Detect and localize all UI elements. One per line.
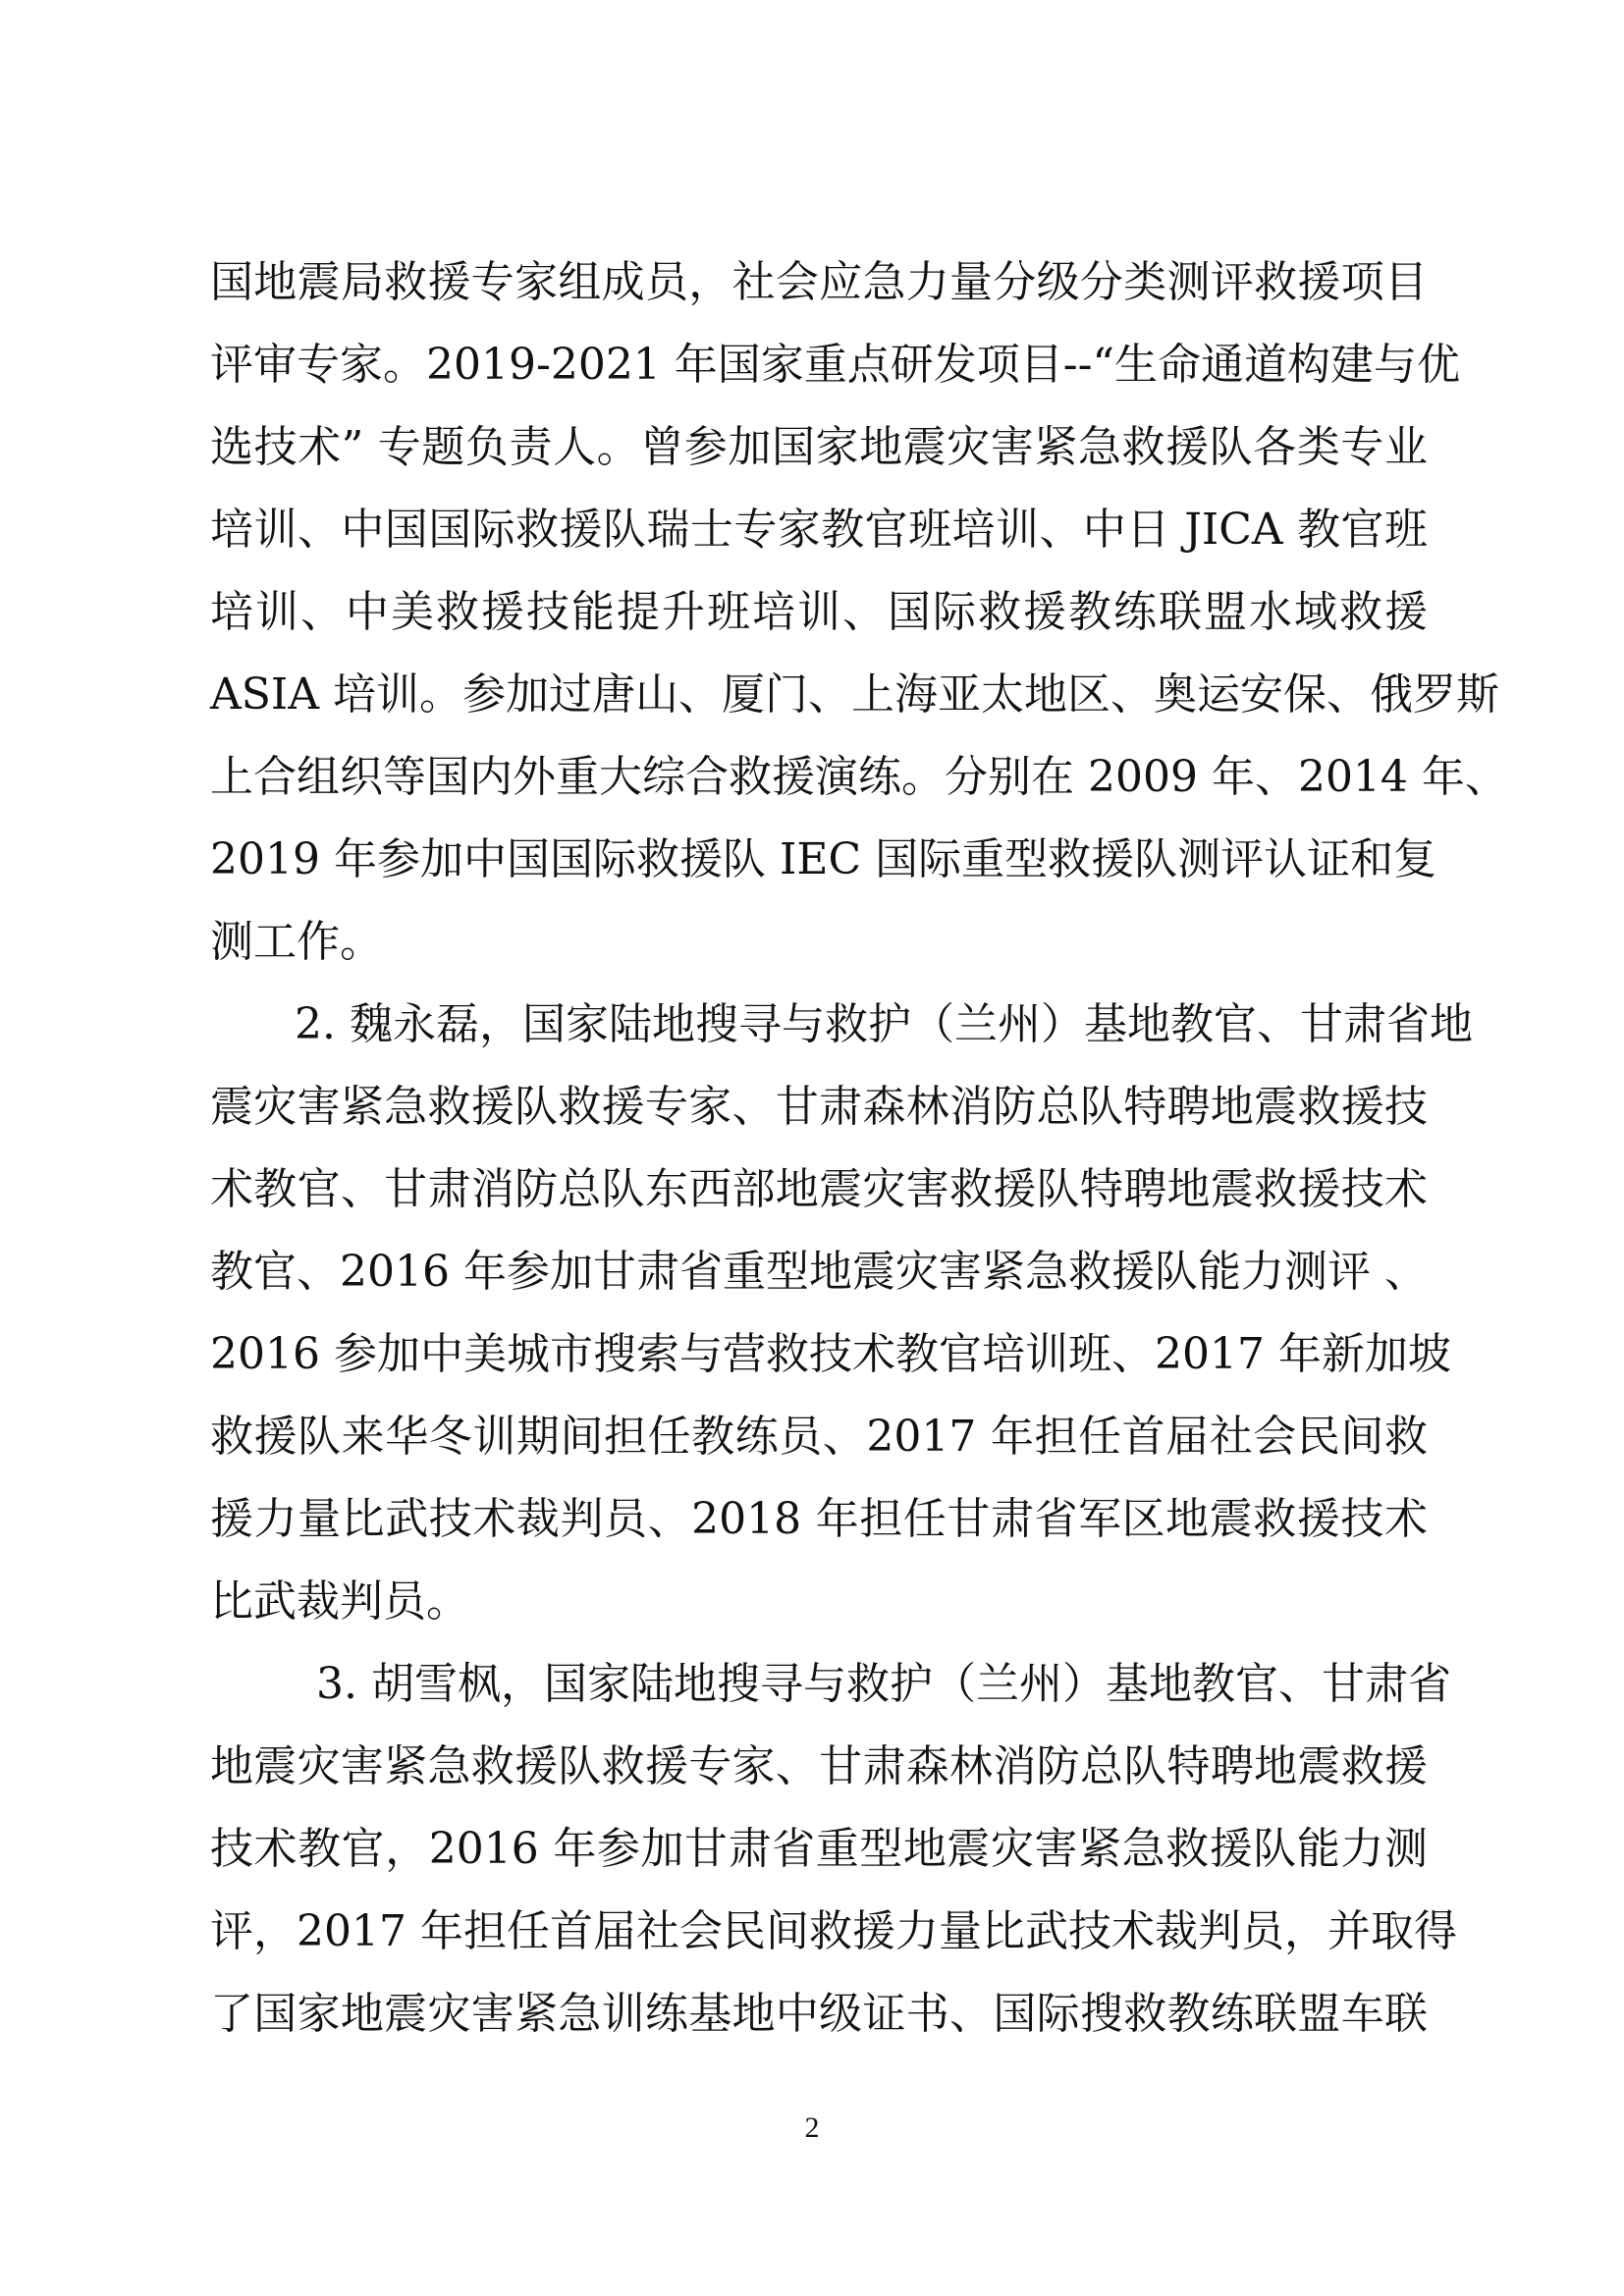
paragraph-3-line-1: 3. 胡雪枫，国家陆地搜寻与救护（兰州）基地教官、甘肃省 [316,1659,1451,1709]
paragraph-2-line-8: 比武裁判员。 [210,1576,469,1627]
paragraph-2-line-4: 教官、2016 年参加甘肃省重型地震灾害紧急救援队能力测评 、 [210,1247,1428,1297]
paragraph-2-line-3: 术教官、甘肃消防总队东西部地震灾害救援队特聘地震救援技术 [210,1164,1428,1214]
paragraph-1-line-6: ASIA 培训。参加过唐山、厦门、上海亚太地区、奥运安保、俄罗斯 [210,669,1500,720]
paragraph-1-line-2: 评审专家。2019-2021 年国家重点研发项目--“生命通道构建与优 [210,340,1461,390]
paragraph-1-line-1: 国地震局救援专家组成员，社会应急力量分级分类测评救援项目 [210,257,1428,307]
paragraph-2-line-7: 援力量比武技术裁判员、2018 年担任甘肃省军区地震救援技术 [210,1494,1428,1544]
paragraph-1-line-8: 2019 年参加中国国际救援队 IEC 国际重型救援队测评认证和复 [210,834,1437,884]
paragraph-3-line-2: 地震灾害紧急救援队救援专家、甘肃森林消防总队特聘地震救援 [210,1741,1428,1791]
paragraph-2-line-6: 救援队来华冬训期间担任教练员、2017 年担任首届社会民间救 [210,1412,1428,1462]
paragraph-2-line-2: 震灾害紧急救援队救援专家、甘肃森林消防总队特聘地震救援技 [210,1082,1428,1132]
paragraph-2-line-5: 2016 参加中美城市搜索与营救技术教官培训班、2017 年新加坡 [210,1329,1451,1379]
paragraph-1-line-9: 测工作。 [210,917,383,967]
paragraph-1-line-7: 上合组织等国内外重大综合救援演练。分别在 2009 年、2014 年、 [210,752,1508,802]
paragraph-1-line-4: 培训、中国国际救援队瑞士专家教官班培训、中日 JICA 教官班 [210,505,1428,555]
paragraph-1-line-5: 培训、中美救援技能提升班培训、国际救援教练联盟水域救援 [210,587,1428,637]
paragraph-3-line-5: 了国家地震灾害紧急训练基地中级证书、国际搜救教练联盟车联 [210,1989,1428,2039]
paragraph-2-line-1: 2. 魏永磊，国家陆地搜寻与救护（兰州）基地教官、甘肃省地 [295,999,1473,1049]
paragraph-3-line-4: 评，2017 年担任首届社会民间救援力量比武技术裁判员，并取得 [210,1906,1457,1956]
paragraph-3-line-3: 技术教官，2016 年参加甘肃省重型地震灾害紧急救援队能力测 [210,1824,1428,1874]
page-number: 2 [804,2111,820,2144]
paragraph-1-line-3: 选技术” 专题负责人。曾参加国家地震灾害紧急救援队各类专业 [210,422,1428,472]
